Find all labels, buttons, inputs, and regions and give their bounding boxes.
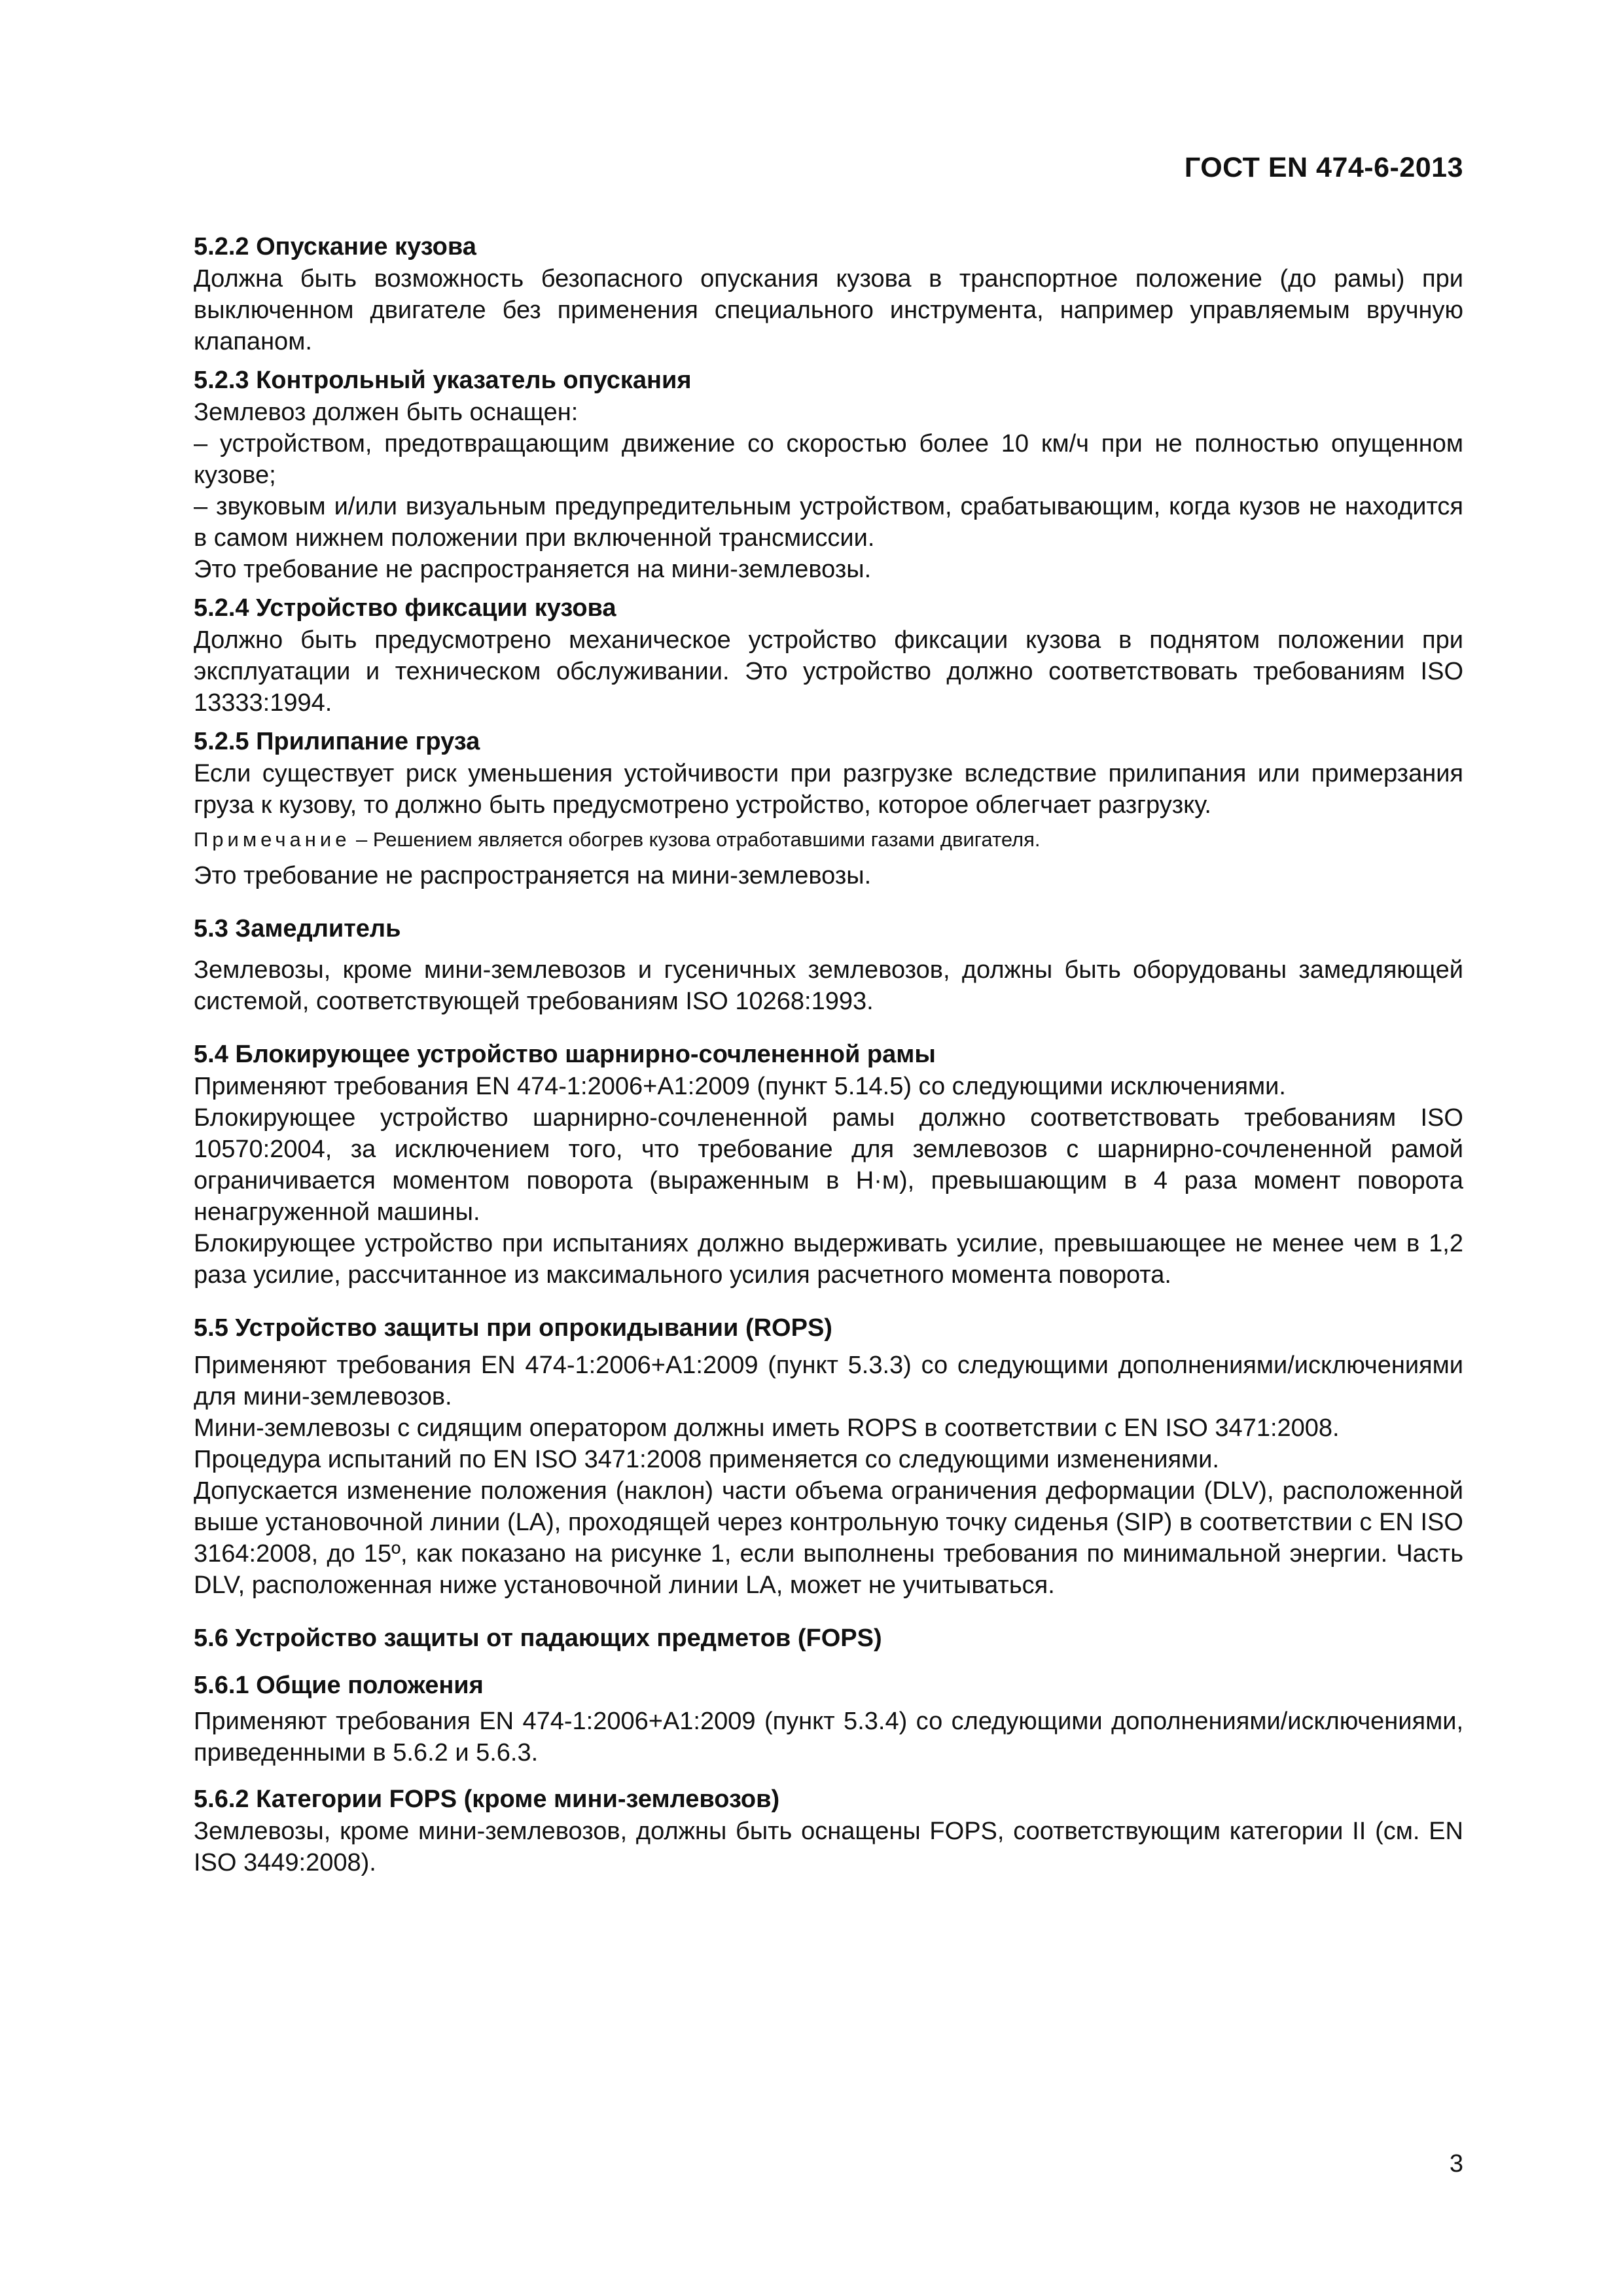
section-5-2-2 xyxy=(194,230,1463,357)
note-text: – Решением является обогрев кузова отработавшими газами двигателя. xyxy=(350,828,1041,851)
section-5-3 xyxy=(194,912,1463,1017)
paragraph: Применяют требования EN 474-1:2006+A1:2009 (пункт 5.3.4) со следующими дополнениями/исключениями, приведенными в 5.6.2 и 5.6.3. xyxy=(194,1708,1463,1767)
section-heading: 5.4 Блокирующее устройство шарнирно-сочлененной рамы xyxy=(194,1041,936,1068)
section-5-2-4 xyxy=(194,592,1463,719)
page-number: 3 xyxy=(1449,2150,1463,2178)
paragraph: Это требование не распространяется на мини-землевозы. xyxy=(194,862,872,889)
section-5-4 xyxy=(194,1038,1463,1291)
section-5-6 xyxy=(194,1622,1463,1655)
section-5-2-3 xyxy=(194,364,1463,585)
paragraph: Должно быть предусмотрено механическое устройство фиксации кузова в поднятом положении при эксплуатации и техническом обслуживании. Это устройство должно соответствовать требованиям ISO 13333:1994. xyxy=(194,626,1463,717)
paragraph: Мини-землевозы с сидящим оператором должны иметь ROPS в соответствии с EN ISO 3471:2008. xyxy=(194,1414,1340,1442)
paragraph: Землевоз должен быть оснащен: xyxy=(194,399,579,426)
paragraph: Процедура испытаний по EN ISO 3471:2008 применяется со следующими изменениями. xyxy=(194,1446,1219,1473)
list-item: – устройством, предотвращающим движение со скоростью более 10 км/ч при не полностью опущенном кузове; xyxy=(194,430,1463,489)
section-heading: 5.2.4 Устройство фиксации кузова xyxy=(194,594,616,622)
paragraph: Должна быть возможность безопасного опускания кузова в транспортное положение (до рамы) при выключенном двигателе без применения специального инструмента, например управляемым вручную клапаном. xyxy=(194,265,1463,355)
section-heading: 5.5 Устройство защиты при опрокидывании (ROPS) xyxy=(194,1314,832,1342)
section-heading: 5.3 Замедлитель xyxy=(194,915,401,942)
section-5-5 xyxy=(194,1312,1463,1601)
paragraph: Применяют требования EN 474-1:2006+A1:2009 (пункт 5.3.3) со следующими дополнениями/исключениями для мини-землевозов. xyxy=(194,1352,1463,1410)
section-heading: 5.6 Устройство защиты от падающих предметов (FOPS) xyxy=(194,1624,882,1652)
section-heading: 5.6.1 Общие положения xyxy=(194,1672,484,1699)
section-5-2-5 xyxy=(194,725,1463,891)
section-5-6-2 xyxy=(194,1783,1463,1878)
paragraph: Землевозы, кроме мини-землевозов, должны быть оснащены FOPS, соответствующим категории II (см. EN ISO 3449:2008). xyxy=(194,1818,1463,1876)
document-body xyxy=(194,230,1463,1885)
section-heading: 5.2.5 Прилипание груза xyxy=(194,728,480,755)
note-label: Примечание xyxy=(194,828,351,851)
document-page xyxy=(194,0,1463,2296)
paragraph: Блокирующее устройство при испытаниях должно выдерживать усилие, превышающее не менее чем в 1,2 раза усилие, рассчитанное из максимального усилия расчетного момента поворота. xyxy=(194,1230,1463,1289)
paragraph: Землевозы, кроме мини-землевозов и гусеничных землевозов, должны быть оборудованы замедляющей системой, соответствующей требованиям ISO 10268:1993. xyxy=(194,956,1463,1015)
paragraph: Допускается изменение положения (наклон) части объема ограничения деформации (DLV), расположенной выше установочной линии (LA), проходящей через контрольную точку сиденья (SIP) в соответствии с EN ISO 3164:2008, до 15º, как показано на рисунке 1, если выполнены требования по минимальной энергии. Часть DLV, расположенная ниже установочной линии LA, может не учитываться. xyxy=(194,1477,1463,1599)
section-5-6-1 xyxy=(194,1669,1463,1768)
list-item: – звуковым и/или визуальным предупредительным устройством, срабатывающим, когда кузов не находится в самом нижнем положении при включенной трансмиссии. xyxy=(194,493,1463,552)
section-heading: 5.2.3 Контрольный указатель опускания xyxy=(194,367,692,394)
note xyxy=(194,825,1463,855)
document-code-header: ГОСТ EN 474-6-2013 xyxy=(1184,152,1463,183)
paragraph: Если существует риск уменьшения устойчивости при разгрузке вследствие прилипания или примерзания груза к кузову, то должно быть предусмотрено устройство, которое облегчает разгрузку. xyxy=(194,760,1463,819)
section-heading: 5.6.2 Категории FOPS (кроме мини-землевозов) xyxy=(194,1785,780,1813)
paragraph: Применяют требования EN 474-1:2006+A1:2009 (пункт 5.14.5) со следующими исключениями. xyxy=(194,1073,1286,1100)
paragraph: Это требование не распространяется на мини-землевозы. xyxy=(194,556,872,583)
paragraph: Блокирующее устройство шарнирно-сочлененной рамы должно соответствовать требованиям ISO 10570:2004, за исключением того, что требование для землевозов с шарнирно-сочлененной рамой ограничивается моментом поворота (выраженным в Н·м), превышающим в 4 раза момент поворота ненагруженной машины. xyxy=(194,1104,1463,1226)
section-heading: 5.2.2 Опускание кузова xyxy=(194,233,476,260)
